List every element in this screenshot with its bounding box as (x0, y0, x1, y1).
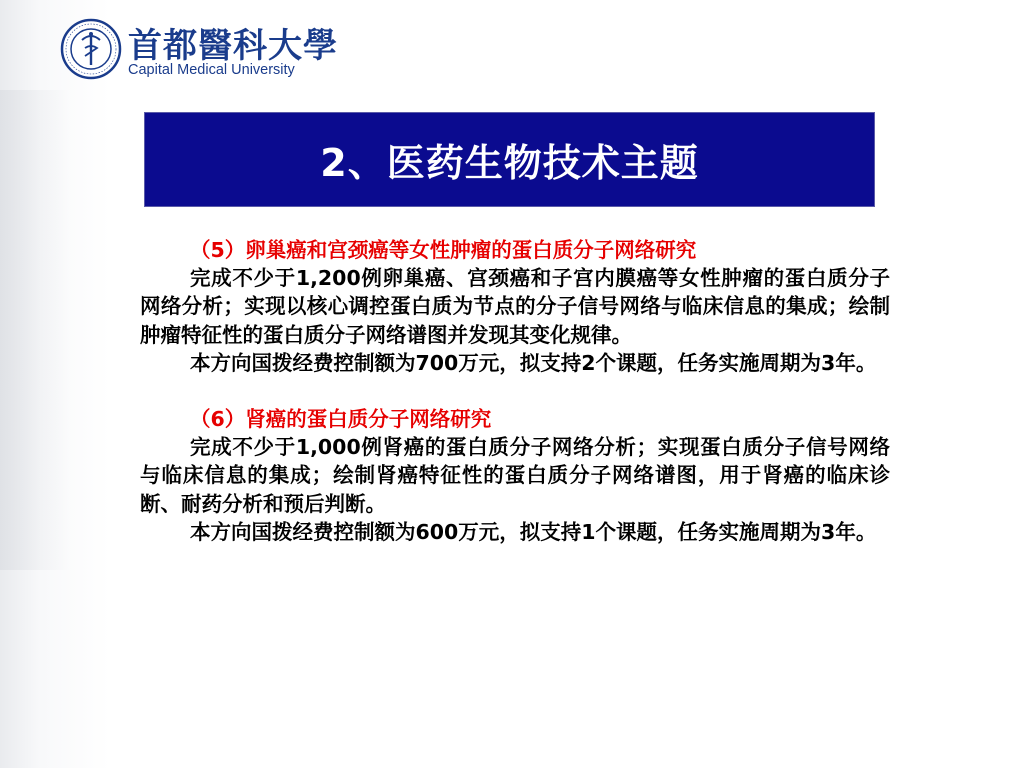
section-paragraph: 完成不少于1,200例卵巢癌、宫颈癌和子宫内膜癌等女性肿瘤的蛋白质分子网络分析；实现以核心调控蛋白质为节点的分子信号网络与临床信息的集成；绘制肿瘤特征性的蛋白质分子网络谱图并发现其变化规律。 (140, 266, 890, 347)
university-seal-icon (60, 18, 122, 80)
section-paragraph: 完成不少于1,000例肾癌的蛋白质分子网络分析；实现蛋白质分子信号网络与临床信息的集成；绘制肾癌特征性的蛋白质分子网络谱图，用于肾癌的临床诊断、耐药分析和预后判断。 (140, 435, 890, 516)
side-shadow (0, 90, 70, 570)
section-6 (140, 405, 890, 546)
section-5 (140, 236, 890, 377)
logo-english-name: Capital Medical University (128, 62, 295, 78)
section-heading: （6）肾癌的蛋白质分子网络研究 (190, 407, 492, 432)
university-logo (60, 18, 338, 84)
title-banner (144, 112, 875, 207)
section-paragraph: 本方向国拨经费控制额为600万元，拟支持1个课题，任务实施周期为3年。 (190, 519, 877, 544)
section-paragraph: 本方向国拨经费控制额为700万元，拟支持2个课题，任务实施周期为3年。 (190, 350, 877, 375)
section-heading: （5）卵巢癌和宫颈癌等女性肿瘤的蛋白质分子网络研究 (190, 238, 697, 262)
slide-body (140, 236, 890, 546)
section-gap (140, 377, 890, 405)
slide-title: 2、医药生物技术主题 (320, 141, 699, 185)
logo-chinese-name: 首都醫科大學 (128, 26, 338, 66)
